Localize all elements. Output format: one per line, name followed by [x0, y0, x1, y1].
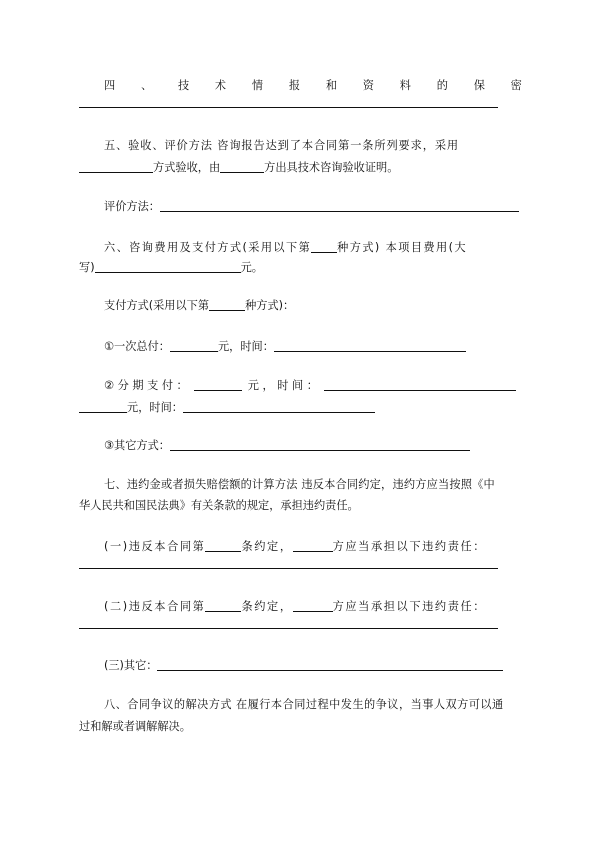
blank-line[interactable] — [79, 568, 498, 569]
installment-line-1: ② 分 期 支 付 ： 元 ， 时 间 ： — [104, 377, 516, 393]
clause-3-blank[interactable] — [157, 658, 503, 671]
heading-char: 资 — [362, 79, 374, 92]
lump-sum-line: ①一次总付： 元，时间： — [104, 338, 466, 354]
heading-char: 料 — [399, 79, 411, 92]
section-7-line-1: 七、违约金或者损失赔偿额的计算方法 违反本合同约定，违约方应当按照《中 — [104, 478, 495, 491]
method-blank[interactable] — [79, 160, 153, 173]
section-8-line-2: 过和解或者调解解决。 — [79, 720, 191, 733]
lump-sum-time-blank[interactable] — [274, 339, 466, 352]
clause-1-line: (一)违反本合同第 条约定， 方应当承担以下违约责任： — [104, 540, 487, 553]
installment-time-2-blank[interactable] — [183, 400, 375, 413]
installment-amount-2-blank[interactable] — [79, 400, 127, 413]
section-8-line-1: 八、合同争议的解决方式 在履行本合同过程中发生的争议，当事人双方可以通 — [104, 698, 504, 711]
heading-char: 四 — [104, 79, 116, 92]
heading-char: 、 — [140, 79, 153, 92]
amount-in-words-blank[interactable] — [95, 260, 241, 273]
section-7-line-2: 华人民共和国民法典》有关条款的规定，承担违约责任。 — [79, 499, 359, 512]
heading-char: 报 — [288, 79, 301, 92]
payment-method-line: 支付方式(采用以下第 种方式)： — [104, 299, 295, 312]
heading-char: 和 — [325, 79, 338, 92]
installment-time-blank[interactable] — [324, 378, 516, 391]
heading-char: 技 — [177, 79, 190, 92]
clause-2-party-blank[interactable] — [293, 599, 333, 612]
clause-3-line: (三)其它： — [104, 657, 503, 673]
option-number-blank[interactable] — [311, 240, 337, 253]
heading-char: 术 — [214, 79, 227, 92]
party-blank[interactable] — [220, 160, 264, 173]
clause-2-article-blank[interactable] — [205, 599, 241, 612]
section-6-line-2: 写) 元。 — [79, 261, 263, 274]
heading-char: 的 — [436, 79, 448, 92]
lump-sum-amount-blank[interactable] — [170, 339, 218, 352]
section-6-line-1: 六、咨询费用及支付方式(采用以下第 种方式) 本项目费用(大 — [104, 241, 467, 254]
other-payment-blank[interactable] — [170, 438, 470, 451]
clause-1-article-blank[interactable] — [205, 539, 241, 552]
heading-char: 保 — [473, 79, 485, 92]
clause-1-party-blank[interactable] — [293, 539, 333, 552]
evaluation-method-line: 评价方法： — [104, 198, 519, 214]
heading-char: 情 — [251, 79, 264, 92]
section-5-line-1: 五、验收、评价方法 咨询报告达到了本合同第一条所列要求，采用 — [104, 139, 459, 152]
installment-amount-blank[interactable] — [194, 378, 242, 391]
section-4-heading — [104, 77, 522, 93]
section-5-line-2: 方式验收，由 方出具技术咨询验收证明。 — [79, 159, 398, 175]
heading-char: 密 — [510, 79, 522, 92]
payment-option-blank[interactable] — [209, 298, 245, 311]
clause-2-line: (二)违反本合同第 条约定， 方应当承担以下违约责任： — [104, 600, 487, 613]
evaluation-blank[interactable] — [160, 199, 519, 212]
other-payment-line: ③其它方式： — [104, 437, 470, 453]
installment-line-2: 元，时间： — [79, 399, 375, 415]
blank-line[interactable] — [79, 107, 498, 108]
blank-line[interactable] — [79, 628, 498, 629]
